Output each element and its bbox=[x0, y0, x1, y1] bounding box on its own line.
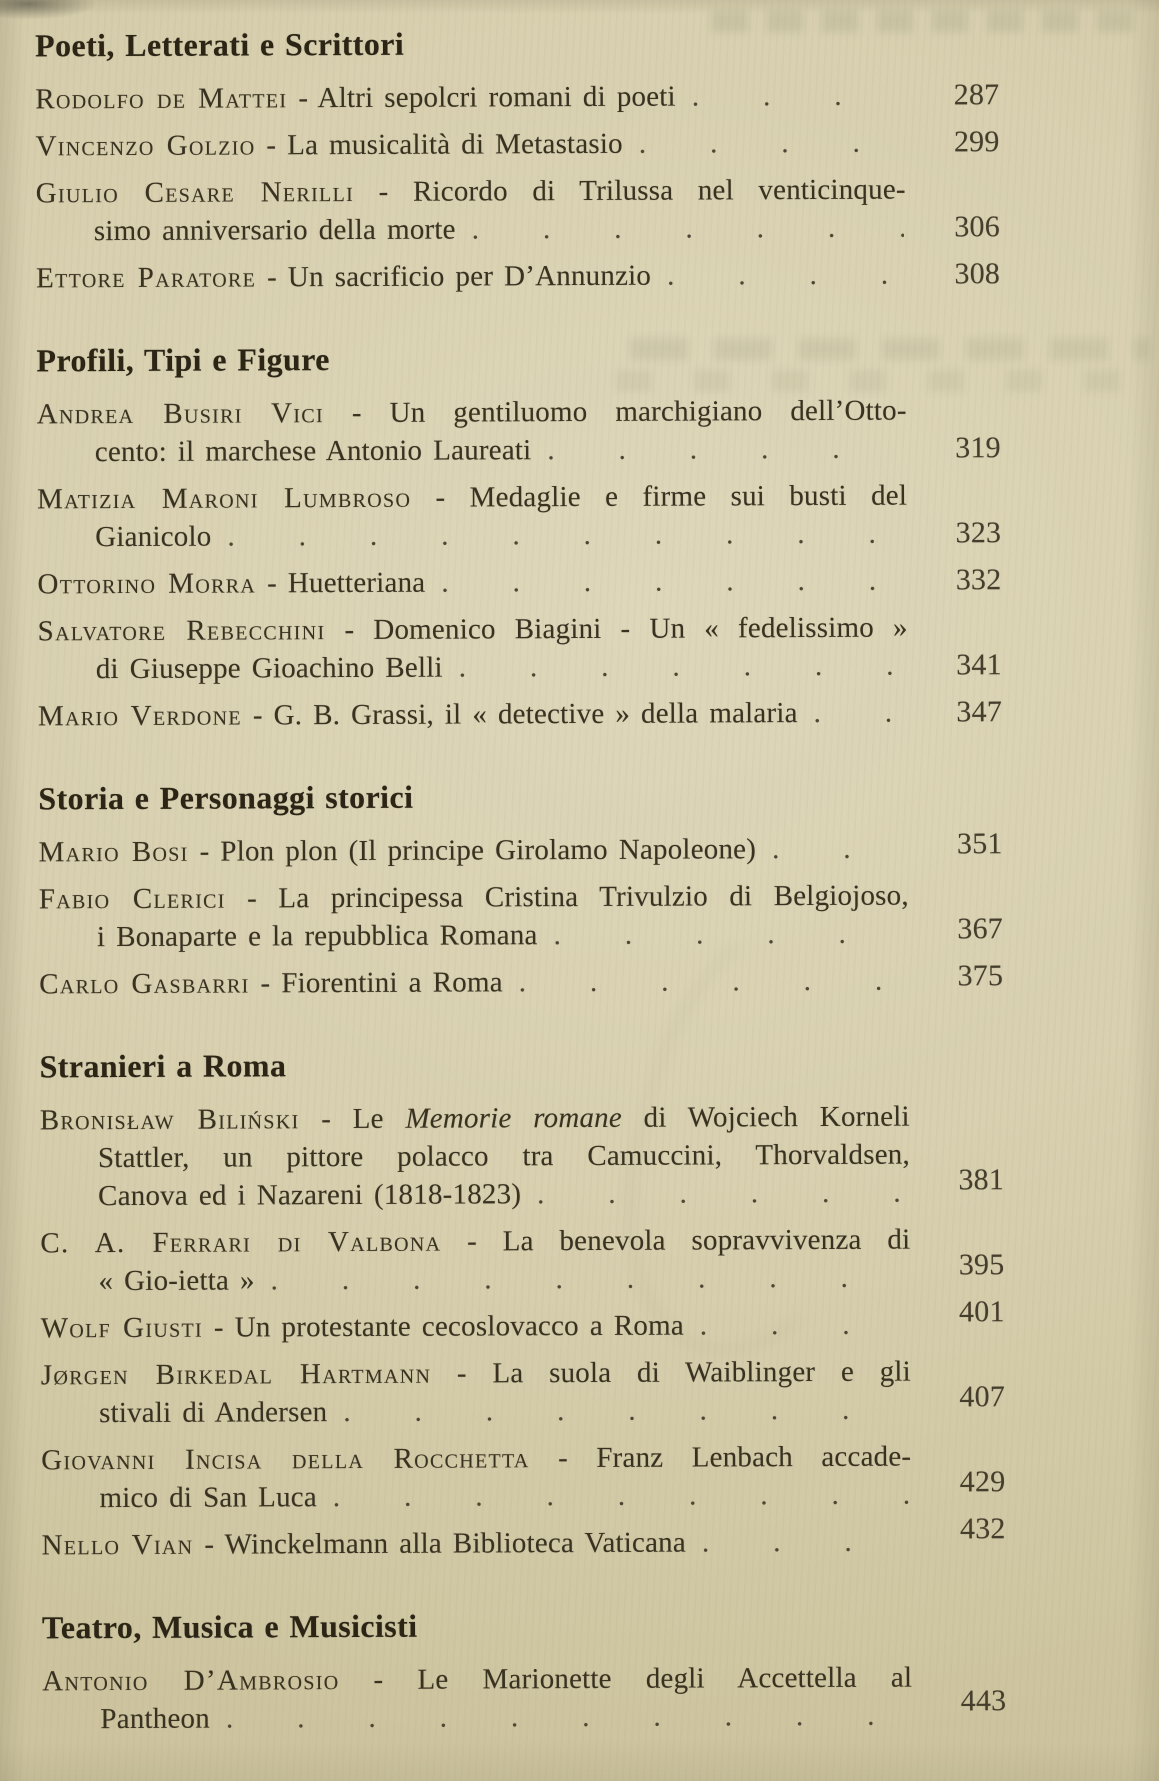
title-italic: Memorie romane bbox=[405, 1101, 622, 1135]
toc-entry bbox=[41, 1512, 1006, 1564]
title-text: Canova ed i Nazareni (1818-1823) bbox=[98, 1178, 522, 1213]
page-number: 375 bbox=[957, 959, 1004, 993]
title-text: - La musicalità di Metastasio bbox=[255, 127, 623, 162]
entry-text bbox=[97, 916, 538, 956]
entry-last-line bbox=[41, 1465, 1006, 1517]
title-text: - Le bbox=[299, 1102, 406, 1136]
entry-text bbox=[94, 211, 456, 251]
entry-text bbox=[37, 564, 425, 604]
dot-leader bbox=[639, 124, 904, 163]
dot-leader bbox=[667, 256, 904, 295]
toc-section bbox=[36, 335, 1002, 735]
dot-leader bbox=[772, 830, 907, 869]
toc-entry bbox=[36, 170, 1000, 250]
title-text: - Altri sepolcri romani di poeti bbox=[287, 80, 676, 115]
entry-line bbox=[41, 1438, 911, 1480]
entry-text bbox=[95, 431, 532, 471]
entry-text bbox=[98, 1175, 521, 1215]
dot-leader bbox=[343, 1391, 909, 1431]
toc-entry bbox=[39, 876, 1003, 956]
entry-last-line bbox=[35, 76, 999, 118]
title-text: - Plon plon (Il principe Girolamo Napoleone) bbox=[188, 833, 757, 868]
author-name: Giulio Cesare Nerilli bbox=[35, 175, 355, 210]
page-number: 432 bbox=[959, 1512, 1006, 1546]
entry-text bbox=[42, 1524, 686, 1565]
entry-text bbox=[95, 518, 211, 557]
entry-line bbox=[40, 1136, 910, 1178]
section-heading: Poeti, Letterati e Scrittori bbox=[35, 25, 405, 64]
title-text: i Bonaparte e la repubblica Romana bbox=[96, 919, 538, 954]
page-number: 395 bbox=[958, 1248, 1005, 1282]
author-name: Ettore Paratore bbox=[36, 261, 257, 295]
title-text: di Wojciech Korneli bbox=[621, 1100, 910, 1134]
entry-last-line bbox=[39, 961, 1003, 1003]
toc-entry bbox=[39, 961, 1003, 1003]
author-name: Jørgen Birkedal Hartmann bbox=[40, 1357, 432, 1392]
page-number: 341 bbox=[956, 648, 1002, 682]
section-heading: Teatro, Musica e Musicisti bbox=[41, 1607, 418, 1646]
toc-entry bbox=[35, 76, 999, 118]
toc-entry bbox=[39, 829, 1003, 871]
title-text: - Fiorentini a Roma bbox=[249, 966, 503, 1000]
toc-section bbox=[38, 773, 1003, 1003]
title-text: - La benevola sopravvivenza di bbox=[441, 1223, 911, 1258]
title-text: simo anniversario della morte bbox=[93, 213, 456, 248]
entry-text bbox=[99, 1478, 317, 1517]
title-text: Gianicolo bbox=[95, 520, 212, 554]
title-text: - Ricordo di Trilussa nel venticinque- bbox=[353, 173, 906, 208]
page-number: 308 bbox=[954, 257, 1001, 291]
page-number: 443 bbox=[960, 1684, 1007, 1718]
author-name: Rodolfo de Mattei bbox=[35, 82, 288, 116]
title-text: - La principessa Cristina Trivulzio di Belgiojoso, bbox=[225, 879, 909, 915]
toc-section bbox=[35, 20, 1000, 297]
toc-entry bbox=[42, 1658, 1006, 1738]
entry-text bbox=[98, 1261, 254, 1300]
entry-line bbox=[40, 1098, 910, 1140]
page-number: 381 bbox=[958, 1163, 1005, 1197]
entry-line bbox=[37, 392, 907, 434]
author-name: Andrea Busiri Vici bbox=[36, 397, 325, 431]
title-text: - Un gentiluomo marchigiano dell’Otto- bbox=[323, 394, 907, 430]
entry-last-line bbox=[36, 255, 1000, 297]
entry-last-line bbox=[37, 561, 1001, 603]
title-text: - Franz Lenbach accade- bbox=[529, 1440, 912, 1475]
page-number: 367 bbox=[957, 912, 1004, 946]
section-heading: Profili, Tipi e Figure bbox=[36, 341, 330, 379]
page-number: 407 bbox=[959, 1380, 1006, 1414]
dot-leader bbox=[472, 209, 904, 249]
toc-entry bbox=[37, 561, 1001, 603]
dot-leader bbox=[700, 1306, 909, 1345]
page-number: 323 bbox=[955, 516, 1002, 550]
dot-leader bbox=[692, 77, 904, 116]
entry-last-line bbox=[40, 1248, 1005, 1300]
toc-entry bbox=[41, 1352, 1005, 1432]
author-name: Giovanni Incisa della Rocchetta bbox=[41, 1442, 530, 1477]
entry-last-line bbox=[40, 1163, 1005, 1215]
entry-last-line bbox=[42, 1684, 1007, 1738]
author-name: Mario Bosi bbox=[38, 835, 189, 869]
title-text: - G. B. Grassi, il « detective » della malaria bbox=[241, 697, 798, 732]
page-number: 429 bbox=[959, 1465, 1006, 1499]
entry-last-line bbox=[36, 208, 1000, 250]
entry-text bbox=[35, 125, 622, 166]
entry-line bbox=[37, 477, 907, 519]
section-heading: Stranieri a Roma bbox=[39, 1047, 287, 1085]
entry-last-line bbox=[39, 829, 1003, 871]
author-name: Bronisław Biliński bbox=[39, 1103, 300, 1137]
title-text: - Winckelmann alla Biblioteca Vaticana bbox=[193, 1526, 686, 1561]
dot-leader bbox=[519, 962, 908, 1002]
author-name: Fabio Clerici bbox=[38, 882, 226, 916]
title-text: di Giuseppe Gioachino Belli bbox=[95, 651, 443, 686]
title-text: - Medaglie e firme sui busti del bbox=[411, 479, 908, 514]
toc-section bbox=[39, 1041, 1005, 1564]
entry-line bbox=[36, 171, 906, 213]
author-name: C. A. Ferrari di Valbona bbox=[40, 1225, 442, 1260]
toc-entry bbox=[40, 1097, 1004, 1215]
entry-line bbox=[41, 1353, 911, 1395]
author-name: Matizia Maroni Lumbroso bbox=[36, 481, 412, 516]
author-name: Vincenzo Golzio bbox=[35, 129, 256, 163]
dot-leader bbox=[702, 1523, 910, 1562]
dot-leader bbox=[553, 915, 907, 955]
author-name: Mario Verdone bbox=[37, 699, 242, 733]
toc-entry bbox=[40, 1295, 1005, 1347]
dot-leader bbox=[226, 1697, 911, 1738]
title-text: stivali di Andersen bbox=[98, 1396, 328, 1430]
entry-last-line bbox=[38, 646, 1002, 688]
page-number: 287 bbox=[953, 78, 1000, 112]
author-name: Salvatore Rebecchini bbox=[37, 614, 326, 648]
title-text: - Le Marionette degli Accettella al bbox=[339, 1661, 913, 1697]
dot-leader bbox=[333, 1476, 910, 1517]
entry-last-line bbox=[38, 693, 1002, 735]
entry-text bbox=[38, 694, 798, 735]
title-text: - Huetteriana bbox=[256, 566, 426, 600]
entry-last-line bbox=[41, 1512, 1006, 1564]
entry-line bbox=[38, 609, 908, 651]
title-text: - Un sacrificio per D’Annunzio bbox=[256, 259, 652, 294]
dot-leader bbox=[459, 647, 906, 687]
entry-last-line bbox=[37, 429, 1001, 471]
section-heading: Storia e Personaggi storici bbox=[38, 778, 414, 817]
entry-text bbox=[100, 1700, 210, 1738]
entry-last-line bbox=[39, 914, 1003, 956]
toc-entry bbox=[38, 608, 1002, 688]
toc-entry bbox=[38, 693, 1002, 735]
author-name: Wolf Giusti bbox=[40, 1311, 204, 1345]
title-text: - Un protestante cecoslovacco a Roma bbox=[202, 1309, 684, 1344]
page-number: 299 bbox=[953, 125, 1000, 159]
toc-section bbox=[42, 1602, 1007, 1738]
toc-entry bbox=[37, 476, 1001, 556]
toc-entry bbox=[37, 391, 1001, 471]
entry-text bbox=[36, 257, 651, 298]
entry-last-line bbox=[41, 1380, 1006, 1432]
author-name: Carlo Gasbarri bbox=[39, 967, 250, 1001]
entry-text bbox=[99, 1393, 327, 1432]
entry-text bbox=[41, 1307, 684, 1348]
title-text: Pantheon bbox=[100, 1702, 210, 1736]
toc-entry bbox=[40, 1220, 1004, 1300]
dot-leader bbox=[537, 1174, 908, 1214]
entry-text bbox=[39, 963, 503, 1003]
author-name: Ottorino Morra bbox=[37, 567, 257, 601]
title-text: - La suola di Waiblinger e gli bbox=[431, 1355, 911, 1390]
author-name: Nello Vian bbox=[41, 1528, 194, 1562]
dot-leader bbox=[547, 430, 905, 470]
entry-last-line bbox=[40, 1295, 1005, 1347]
entry-line bbox=[39, 877, 909, 919]
entry-last-line bbox=[37, 514, 1001, 556]
toc-entry bbox=[36, 255, 1000, 297]
title-text: - Domenico Biagini - Un « fedelissimo » bbox=[325, 611, 908, 647]
page-number: 306 bbox=[954, 210, 1000, 244]
page-number: 351 bbox=[956, 827, 1003, 861]
toc-entry bbox=[35, 123, 999, 165]
title-text: « Gio-ietta » bbox=[98, 1264, 255, 1298]
page-number: 347 bbox=[956, 695, 1003, 729]
page-number: 319 bbox=[955, 431, 1001, 465]
entry-line bbox=[42, 1659, 912, 1701]
title-text: Stattler, un pittore polacco tra Camuccini, Thorvaldsen, bbox=[97, 1138, 911, 1175]
dot-leader bbox=[441, 562, 905, 602]
dot-leader bbox=[271, 1259, 909, 1300]
author-name: Antonio D’Ambrosio bbox=[42, 1664, 340, 1698]
entry-text bbox=[35, 78, 676, 119]
page-number: 401 bbox=[958, 1295, 1005, 1329]
entry-text bbox=[96, 649, 443, 689]
dot-leader bbox=[814, 694, 907, 732]
entry-line bbox=[40, 1221, 910, 1263]
dot-leader bbox=[227, 515, 905, 556]
title-text: mico di San Luca bbox=[99, 1481, 317, 1515]
title-text: cento: il marchese Antonio Laureati bbox=[94, 434, 532, 469]
page-number: 332 bbox=[955, 563, 1002, 597]
entry-last-line bbox=[35, 123, 999, 165]
entry-text bbox=[39, 830, 757, 871]
toc-entry bbox=[41, 1437, 1005, 1517]
